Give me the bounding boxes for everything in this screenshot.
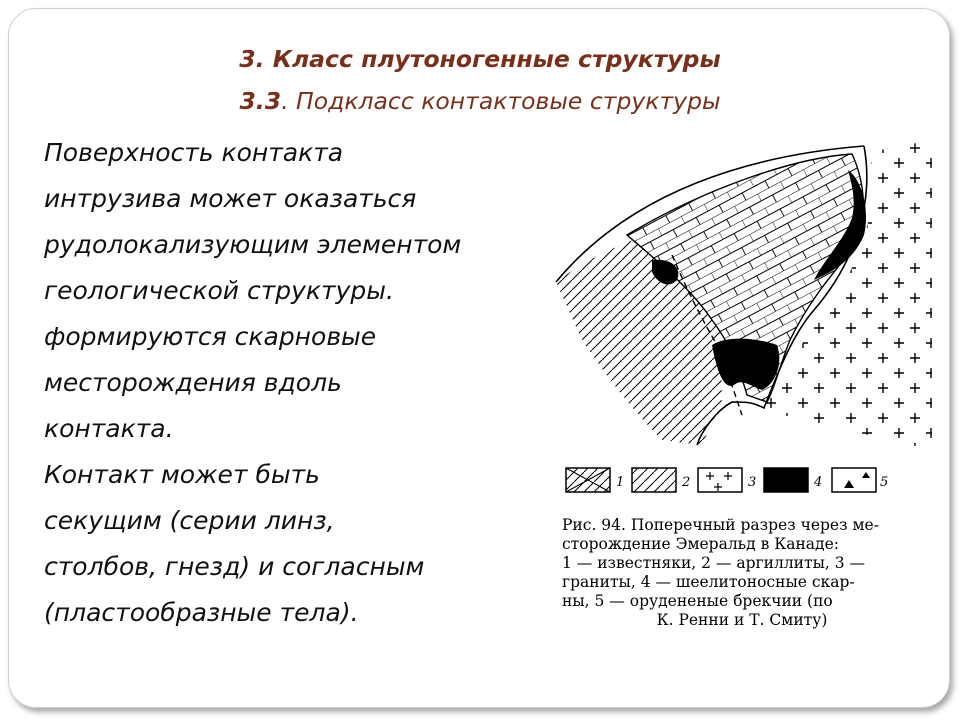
body-line: Поверхность контакта	[44, 138, 344, 167]
legend-label: 1	[616, 475, 625, 490]
caption-line: граниты, 4 — шеелитоносные скар-	[562, 573, 855, 591]
body-line: Контакт может быть	[44, 460, 320, 489]
caption-line: сторождение Эмеральд в Канаде:	[562, 535, 839, 553]
caption-line: 1 — известняки, 2 — аргиллиты, 3 —	[562, 554, 866, 572]
body-line: (пластообразные тела).	[44, 598, 359, 627]
legend-label: 2	[682, 475, 691, 490]
skarn-body	[712, 339, 779, 390]
body-line: столбов, гнезд) и согласным	[44, 552, 425, 581]
legend-label: 4	[814, 475, 823, 490]
legend-label: 5	[880, 475, 889, 490]
body-line: формируются скарновые	[44, 322, 377, 351]
subtitle-number: 3.3	[239, 87, 282, 115]
subtitle-text: . Подкласс контактовые структуры	[281, 87, 721, 115]
legend-label: 3	[748, 475, 757, 490]
figure-caption	[562, 516, 922, 630]
legend-box-breccia	[832, 468, 876, 492]
body-text	[44, 130, 544, 636]
caption-line: К. Ренни и Т. Смиту)	[656, 611, 828, 629]
slide-subtitle	[0, 87, 960, 115]
caption-line: ны, 5 — орудененые брекчии (по	[562, 592, 833, 610]
figure-legend	[564, 462, 894, 500]
body-line: интрузива может оказаться	[44, 184, 417, 213]
slide-title: 3. Класс плутоногенные структуры	[239, 45, 721, 73]
legend-box-skarn	[764, 468, 808, 492]
body-line: контакта.	[44, 414, 174, 443]
legend-box-granite	[698, 468, 742, 492]
caption-line: Рис. 94. Поперечный разрез через ме-	[562, 516, 879, 534]
body-line: рудолокализующим элементом	[44, 230, 462, 259]
legend-box-argillite	[632, 468, 676, 492]
cross-section-figure	[552, 140, 932, 450]
body-line: месторождения вдоль	[44, 368, 342, 397]
body-line: геологической структуры.	[44, 276, 394, 305]
body-line: секущим (серии линз,	[44, 506, 335, 535]
